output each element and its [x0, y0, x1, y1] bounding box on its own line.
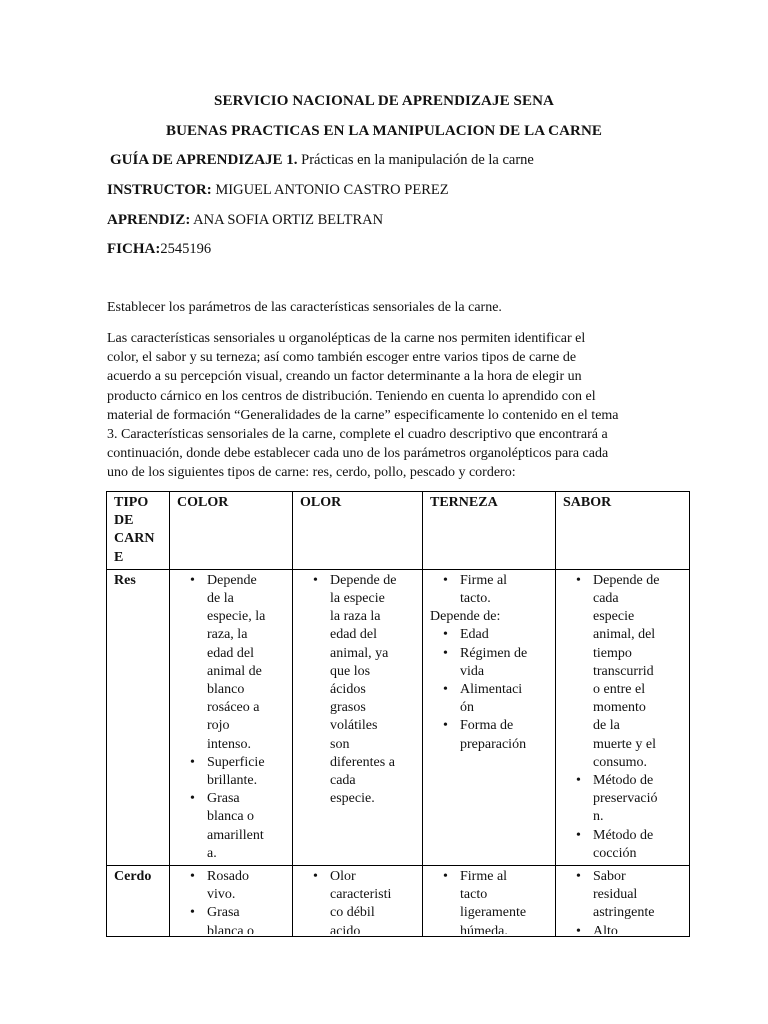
bullet-line: caracteristi [330, 887, 392, 903]
bullet-line: de la [207, 591, 234, 607]
ficha-line [107, 241, 211, 258]
ficha-value: 2545196 [160, 241, 212, 257]
header-tipo-line: TIPO [114, 495, 149, 510]
guia-line [110, 152, 534, 169]
paragraph-line: Las características sensoriales u organolépticas de la carne nos permiten identificar el [107, 331, 586, 346]
bullet-line: • Alto [593, 923, 618, 935]
bullet-line: brillante. [207, 773, 258, 789]
bullet-line: animal de [207, 663, 262, 679]
bullet-line: blanca o [207, 923, 255, 935]
table-row-cerdo [107, 866, 690, 937]
bullet-line: amarillent [207, 827, 264, 843]
bullet-item [177, 868, 285, 904]
bullet-line: ácidos [330, 682, 366, 698]
bullet-line: n. [593, 809, 604, 825]
paragraph-line: acuerdo a su percepción visual, creando un factor determinante a la hora de elegir un [107, 369, 582, 385]
bullet-line: intenso. [207, 736, 251, 752]
bullet-line: • Sabor [593, 869, 626, 885]
bullet-line: o entre el [593, 682, 646, 698]
bullet-line: • Depende de [330, 572, 397, 588]
bullet-line: blanca o [207, 809, 255, 825]
bullet-item [563, 827, 682, 863]
document-title: SERVICIO NACIONAL DE APRENDIZAJE SENA [214, 93, 554, 109]
header-terneza: TERNEZA [423, 492, 556, 570]
res-color-cell [170, 569, 293, 865]
instructor-value: MIGUEL ANTONIO CASTRO PEREZ [211, 182, 449, 198]
bullet-line: a. [207, 845, 217, 861]
paragraph-line: continuación, donde debe establecer cada uno de los parámetros organolépticos para cada [107, 446, 609, 462]
paragraph-line: producto cárnico en los centros de distribución. Teniendo en cuenta lo aprendido con el [107, 388, 596, 404]
bullet-line: preservació [593, 791, 658, 807]
instructions-paragraph [107, 329, 652, 483]
guia-value: Prácticas en la manipulación de la carne [297, 152, 534, 168]
bullet-line: la especie [330, 591, 385, 607]
bullet-item [430, 681, 548, 717]
paragraph-line: color, el sabor y su terneza; así como también escoger entre varios tipos de carne de [107, 350, 577, 366]
bullet-line: vivo. [207, 887, 236, 903]
bullet-line: • Olor [330, 869, 356, 885]
bullet-line: • Depende de [593, 572, 660, 588]
cerdo-terneza-cell [423, 866, 556, 937]
paragraph-line: uno de los siguientes tipos de carne: res, cerdo, pollo, pescado y cordero: [107, 465, 516, 481]
sensory-table [106, 491, 690, 937]
bullet-item [430, 626, 548, 644]
bullet-line: transcurrid [593, 663, 654, 679]
bullet-line: animal, ya [330, 645, 389, 661]
bullet-item [563, 868, 682, 923]
bullet-line: especie, la [207, 609, 266, 625]
bullet-line: cocción [593, 845, 637, 861]
header-tipo-line: DE [114, 513, 134, 529]
bullet-line: • Superficie [207, 754, 265, 770]
instructor-label: INSTRUCTOR: [107, 182, 212, 198]
bullet-item [300, 572, 415, 809]
guia-label: GUÍA DE APRENDIZAJE 1. [110, 152, 298, 168]
bullet-line: • Alimentaci [460, 682, 523, 698]
bullet-line: la raza la [330, 609, 381, 625]
bullet-line: • Grasa [207, 791, 240, 807]
bullet-line: que los [330, 663, 371, 679]
bullet-line: cada [593, 591, 619, 607]
aprendiz-label: APRENDIZ: [107, 212, 191, 228]
bullet-line: vida [460, 663, 485, 679]
bullet-line: grasos [330, 700, 366, 716]
res-sabor-cell [556, 569, 690, 865]
bullet-line: consumo. [593, 754, 648, 770]
res-olor-cell [293, 569, 423, 865]
document-subtitle: BUENAS PRACTICAS EN LA MANIPULACION DE LA CARNE [165, 123, 602, 139]
bullet-line: • Depende [207, 572, 257, 588]
bullet-line: volátiles [330, 718, 378, 734]
bullet-line: • Rosado [207, 869, 249, 885]
bullet-item [430, 645, 548, 681]
ficha-label: FICHA: [107, 241, 161, 257]
header-olor: OLOR [293, 492, 423, 570]
bullet-item [300, 868, 415, 934]
aprendiz-value: ANA SOFIA ORTIZ BELTRAN [190, 212, 384, 228]
bullet-line: raza, la [207, 627, 248, 643]
bullet-line: edad del [330, 627, 378, 643]
paragraph-line: 3. Características sensoriales de la carne, complete el cuadro descriptivo que encontrará a [107, 427, 608, 443]
bullet-line: astringente [593, 905, 655, 921]
bullet-item [430, 868, 548, 934]
cerdo-color-cell [170, 866, 293, 937]
bullet-line: residual [593, 887, 638, 903]
bullet-line: • Grasa [207, 905, 240, 921]
header-tipo-line: E [114, 549, 124, 565]
bullet-item [177, 904, 285, 934]
aprendiz-line [107, 212, 383, 229]
bullet-line: • Edad [460, 627, 489, 643]
header-tipo [107, 492, 170, 570]
bullet-item [563, 772, 682, 827]
bullet-item [563, 572, 682, 772]
bullet-line: • Firme al [460, 869, 508, 885]
bullet-line: momento [593, 700, 646, 716]
bullet-line: rosáceo a [207, 700, 260, 716]
bullet-line: especie [593, 609, 635, 625]
bullet-line: ligeramente [460, 905, 527, 921]
bullet-line: preparación [460, 736, 527, 752]
bullet-line: ón [460, 700, 474, 716]
intro-text: Establecer los parámetros de las características sensoriales de la carne. [107, 300, 502, 315]
bullet-item [177, 790, 285, 863]
row-label-cerdo: Cerdo [107, 866, 170, 937]
bullet-line: co débil [330, 905, 375, 921]
bullet-line: especie. [330, 791, 375, 807]
instructor-line [107, 182, 449, 199]
bullet-line: cada [330, 773, 356, 789]
bullet-line: animal, del [593, 627, 656, 643]
bullet-line: acido [330, 923, 361, 935]
bullet-item [177, 754, 285, 790]
bullet-item [430, 717, 548, 753]
bullet-line: • Régimen de [460, 645, 528, 661]
bullet-line: • Método de [593, 773, 654, 789]
bullet-line: tiempo [593, 645, 632, 661]
bullet-line: • Forma de [460, 718, 514, 734]
header-tipo-line: CARN [114, 531, 155, 547]
bullet-line: de la [593, 718, 620, 734]
header-sabor: SABOR [556, 492, 690, 570]
row-label-res: Res [107, 569, 170, 865]
bullet-line: son [330, 736, 350, 752]
bullet-line: húmeda. [460, 923, 508, 935]
bullet-line: tacto [460, 887, 488, 903]
bullet-item [563, 923, 682, 934]
cerdo-olor-cell [293, 866, 423, 937]
bullet-item [177, 572, 285, 754]
bullet-line: • Firme al [460, 572, 508, 588]
bullet-line: edad del [207, 645, 255, 661]
terneza-depende-label: Depende de: [430, 609, 501, 625]
paragraph-line: material de formación “Generalidades de la carne” especificamente lo contenido en el tema [107, 407, 619, 423]
table-header-row [107, 492, 690, 570]
bullet-line: blanco [207, 682, 245, 698]
header-color: COLOR [170, 492, 293, 570]
bullet-line: • Método de [593, 827, 654, 843]
bullet-line: rojo [207, 718, 230, 734]
bullet-line: tacto. [460, 591, 491, 607]
res-terneza-cell [423, 569, 556, 865]
cerdo-sabor-cell [556, 866, 690, 937]
bullet-item [430, 572, 548, 608]
bullet-line: muerte y el [593, 736, 656, 752]
bullet-line: diferentes a [330, 754, 395, 770]
table-row-res [107, 569, 690, 865]
